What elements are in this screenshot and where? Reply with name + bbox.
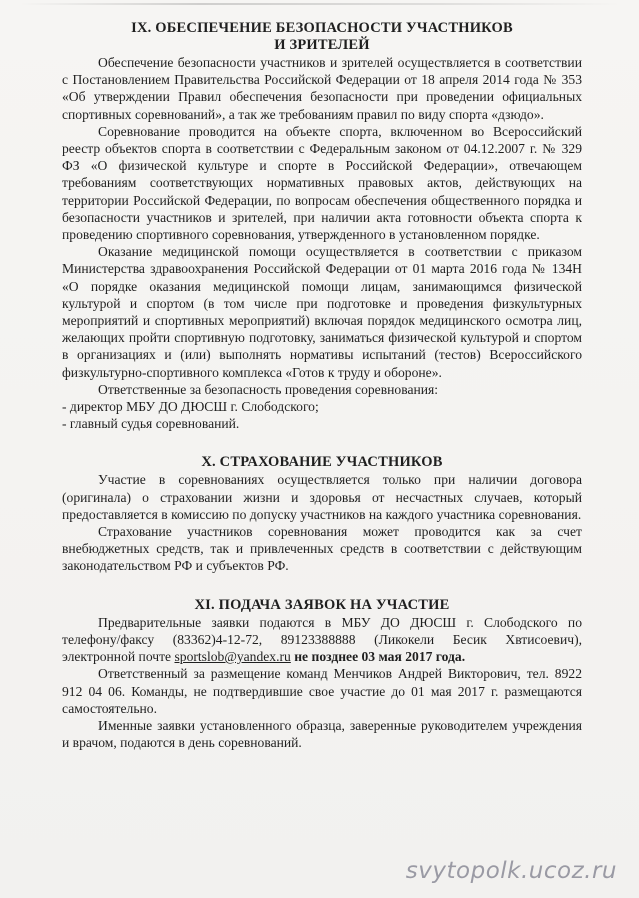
scan-edge-line — [20, 3, 620, 5]
applications-paragraph-3: Именные заявки установленного образца, заверенные руководителем учреждения и врачом, подаются в день соревнований. — [62, 717, 582, 751]
section-insurance — [62, 454, 582, 574]
section-safety-title-line2: И ЗРИТЕЛЕЙ — [274, 37, 370, 53]
safety-paragraph-4: Ответственные за безопасность проведения соревнования: — [98, 381, 439, 397]
section-safety — [62, 20, 582, 432]
section-safety-title — [62, 20, 582, 54]
insurance-paragraph-1: Участие в соревнованиях осуществляется только при наличии договора (оригинала) о страховании жизни и здоровья от несчастных случаев, который предоставляется в комиссию по допуску участников на каждого участника соревнования. — [62, 472, 582, 522]
section-safety-title-line1: IX. ОБЕСПЕЧЕНИЕ БЕЗОПАСНОСТИ УЧАСТНИКОВ — [131, 20, 513, 36]
applications-paragraph-1-text: Предварительные заявки подаются в МБУ ДО ДЮСШ г. Слободского по телефону/факсу (83362)4-12-72, 89123388888 (Ликокели Бесик Хвтисоевич), электронной почте — [62, 614, 582, 665]
document-content — [62, 20, 582, 773]
site-watermark: svytopolk.ucoz.ru — [405, 858, 617, 884]
applications-paragraph-2: Ответственный за размещение команд Менчиков Андрей Викторович, тел. 8922 912 04 06. Команды, не подтвердившие свое участие до 01 мая 2017 г. размещаются самостоятельно. — [62, 666, 582, 716]
applications-paragraph-1 — [62, 614, 582, 666]
safety-responsible-item-1: - директор МБУ ДО ДЮСШ г. Слободского; — [62, 399, 319, 415]
applications-deadline: не позднее 03 мая 2017 года. — [290, 649, 466, 665]
insurance-paragraph-2: Страхование участников соревнования может проводится как за счет внебюджетных средств, так и привлеченных средств в соответствии с действующим законодательством РФ и субъектов РФ. — [62, 524, 582, 574]
safety-paragraph-1: Обеспечение безопасности участников и зрителей осуществляется в соответствии с Постановлением Правительства Российской Федерации от 18 апреля 2014 года № 353 «Об утверждении Правил обеспечения безопасности при проведении официальных спортивных соревнований», а так же требованиям правил по виду спорта «дзюдо». — [62, 55, 582, 122]
safety-responsible-item-2: - главный судья соревнований. — [62, 416, 240, 432]
section-applications — [62, 597, 582, 752]
section-applications-title: XI. ПОДАЧА ЗАЯВОК НА УЧАСТИЕ — [194, 596, 450, 613]
section-insurance-title: X. СТРАХОВАНИЕ УЧАСТНИКОВ — [201, 454, 443, 471]
email-link[interactable]: sportslob@yandex.ru — [174, 649, 291, 665]
safety-paragraph-3: Оказание медицинской помощи осуществляется в соответствии с приказом Министерства здравоохранения Российской Федерации от 01 марта 2016 года № 134Н «О порядке оказания медицинской помощи лицам, занимающимся физической культурой и спортом (в том числе при подготовке и проведения физкультурных мероприятий и спортивных мероприятий) включая порядок медицинского осмотра лиц, желающих пройти спортивную подготовку, заниматься физической культурой и спортом в организациях и (или) выполнять нормативы испытаний (тестов) Всероссийского физкультурно-спортивного комплекса «Готов к труду и обороне». — [62, 244, 582, 380]
safety-paragraph-2: Соревнование проводится на объекте спорта, включенном во Всероссийский реестр объектов спорта в соответствии с Федеральным законом от 04.12.2007 г. № 329 ФЗ «О физической культуре и спорте в Российской Федерации», отвечающем требованиям соответствующих нормативных правовых актов, действующих на территории Российской Федерации, по вопросам обеспечения общественного порядка и безопасности участников и зрителей, при наличии акта готовности объекта спорта к проведению спортивного соревнования, утвержденного в установленном порядке. — [62, 123, 582, 243]
